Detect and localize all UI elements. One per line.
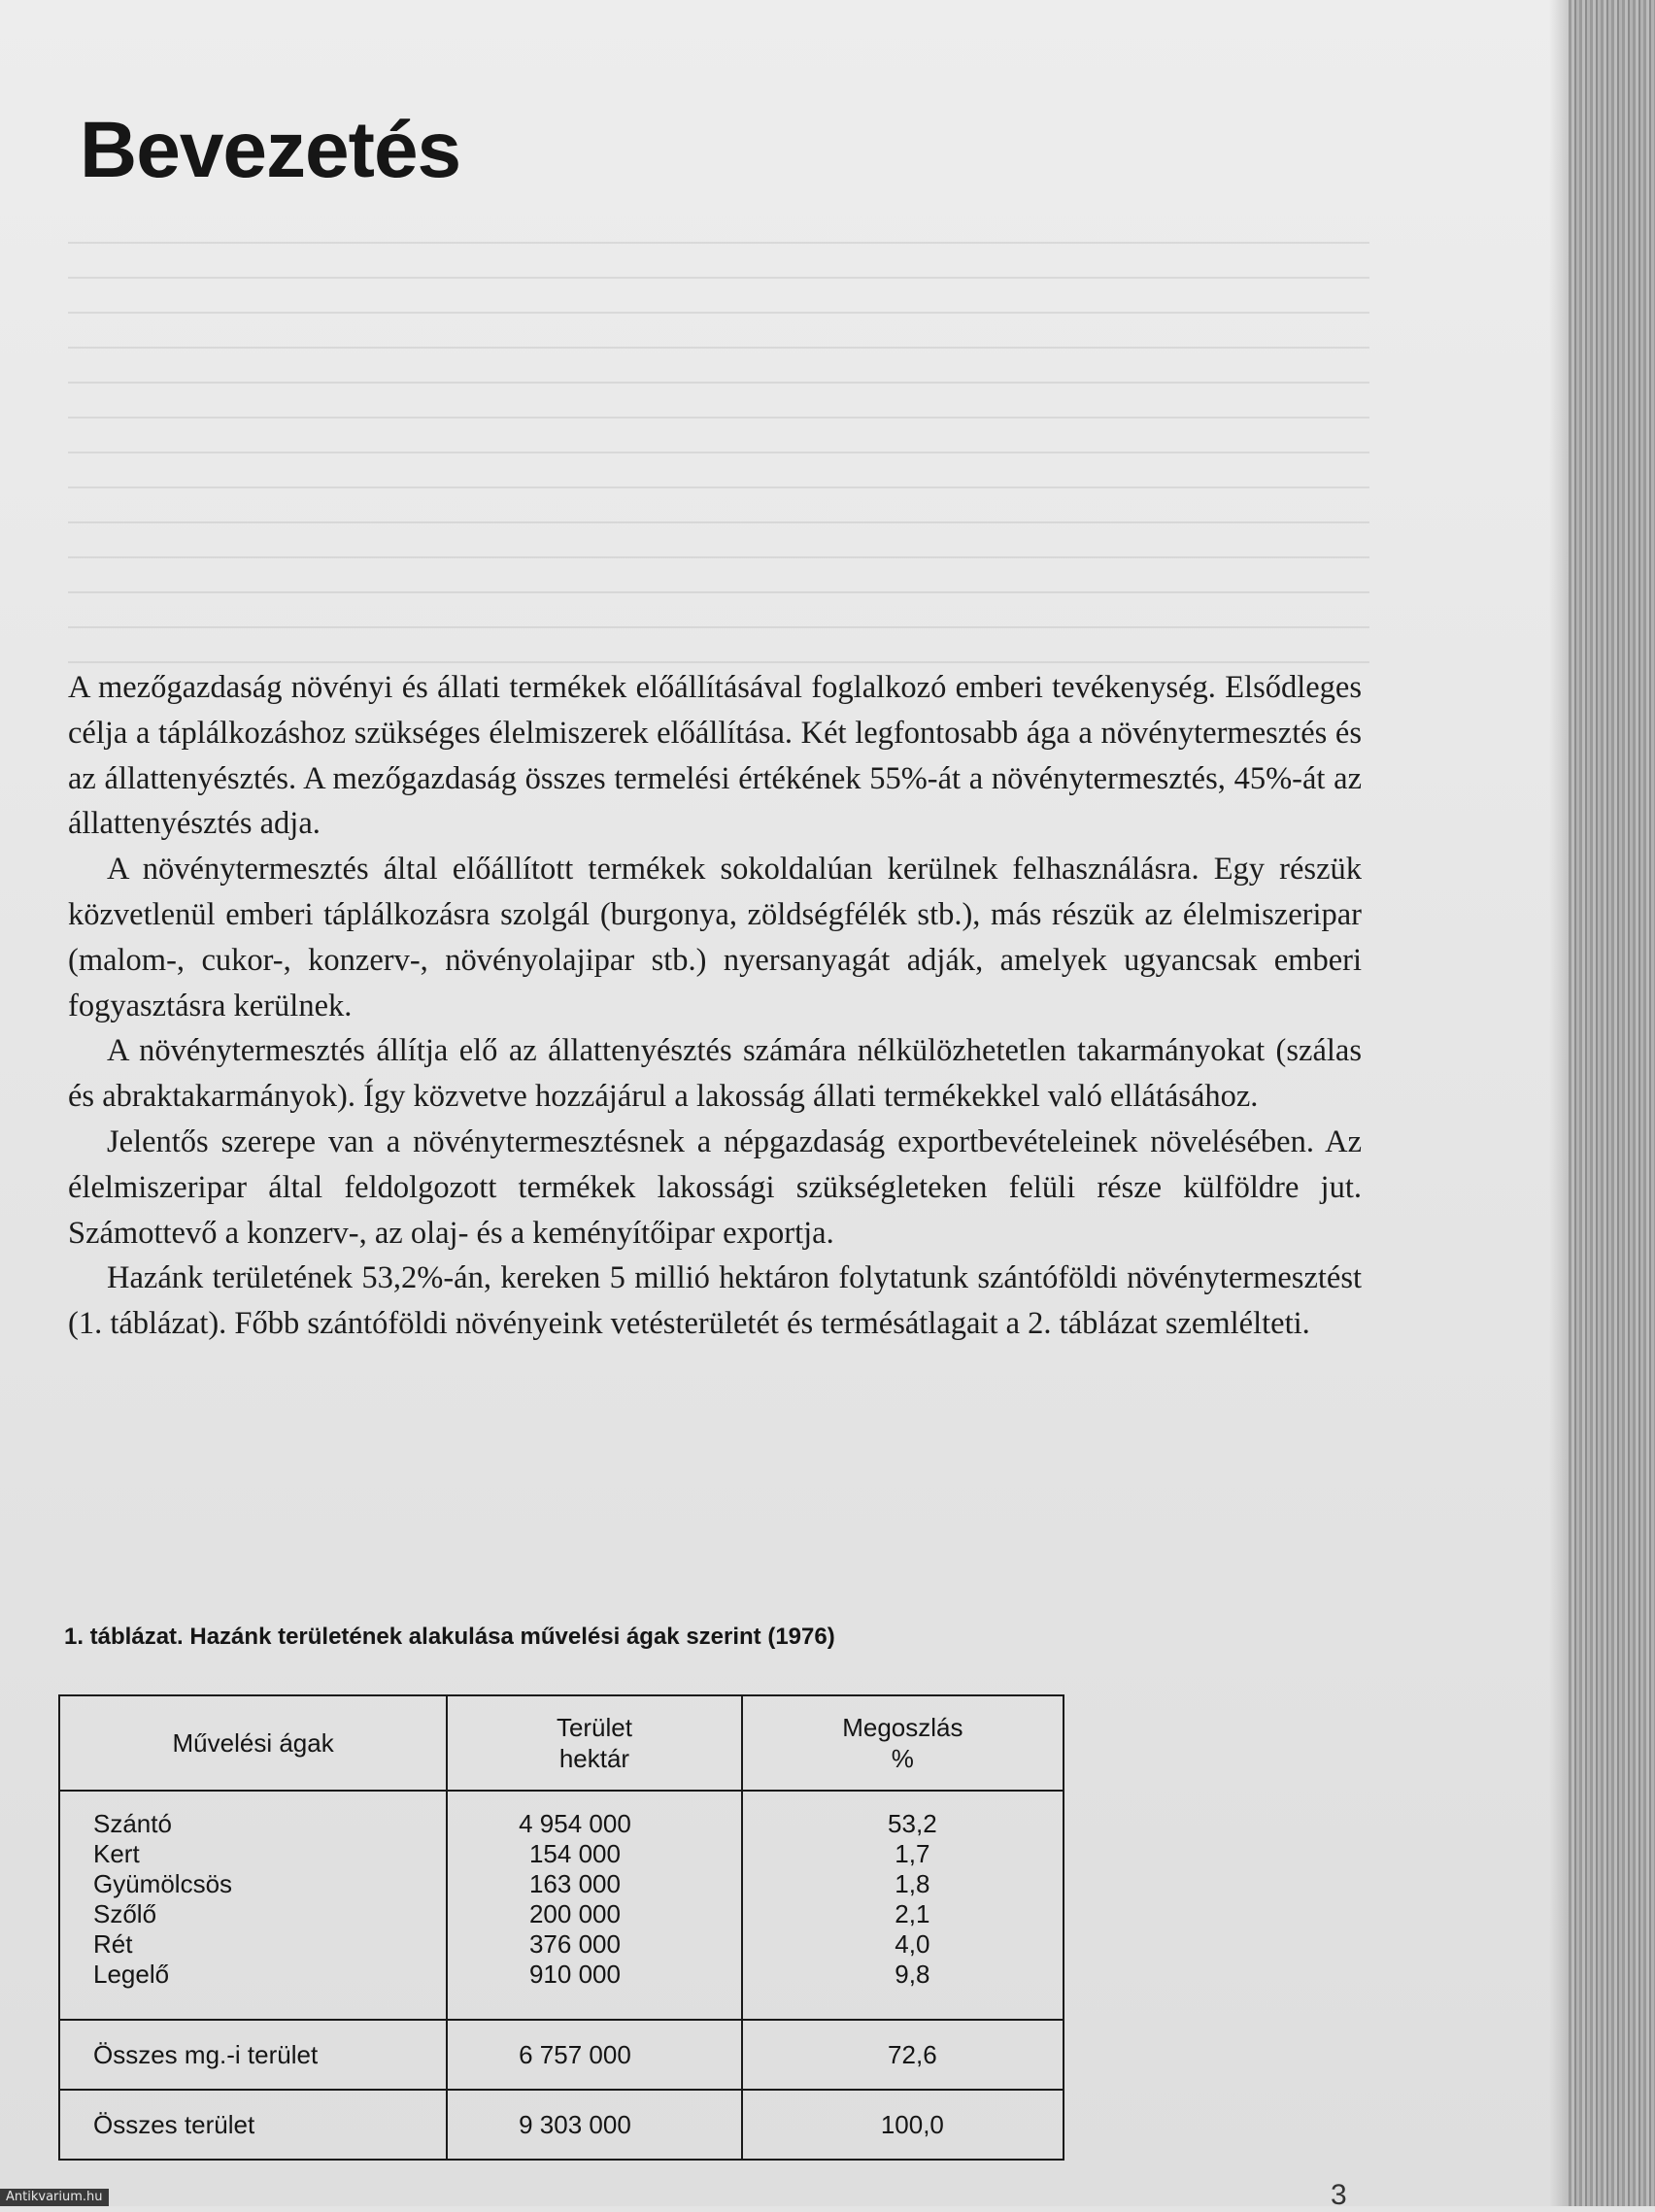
cell-name: Szántó xyxy=(93,1809,172,1838)
page-stack-edge xyxy=(1569,0,1655,2206)
paragraph: Hazánk területének 53,2%-án, kereken 5 millió hektáron folytatunk szántóföldi növénytermesztést (1. táblázat). Főbb szántóföldi növényeink vetésterületét és termésátlagait a 2. táblázat szemlélteti. xyxy=(68,1260,1362,1342)
show-through-background xyxy=(68,209,1369,665)
table-header-row xyxy=(59,1695,1064,1791)
paragraph: A növénytermesztés állítja elő az állattenyésztés számára nélkülözhetetlen takarmányokat (szálas és abraktakarmányok). Így közvetve hozzájárul a lakosság állati termékekkel való ellátásához. xyxy=(68,1033,1362,1115)
table-caption: 1. táblázat. Hazánk területének alakulása művelési ágak szerint (1976) xyxy=(64,1624,835,1650)
header-share-label: Megoszlás xyxy=(842,1713,963,1742)
header-area xyxy=(447,1695,741,1791)
paragraph: A növénytermesztés által előállított termékek sokoldalúan kerülnek felhasználásra. Egy részük közvetlenül emberi táplálkozásra szolgál (burgonya, zöldségfélék stb.), más részük az élelmiszeripar (malom-, cukor-, konzerv-, növényolajipar stb.) nyersanyagát adják, amelyek ugyancsak emberi fogyasztásra kerülnek. xyxy=(68,852,1362,1023)
cell-name: Összes mg.-i terület xyxy=(59,2020,447,2090)
cell-share: 1,8 xyxy=(895,1869,930,1898)
share-values-cell xyxy=(742,1791,1064,2020)
cell-share: 72,6 xyxy=(742,2020,1064,2090)
cell-name: Rét xyxy=(93,1929,133,1959)
page-number: 3 xyxy=(1331,2179,1347,2211)
header-area-unit: hektár xyxy=(558,1744,630,1773)
cell-area: 163 000 xyxy=(528,1869,621,1898)
cell-name: Szőlő xyxy=(93,1899,157,1928)
header-share xyxy=(742,1695,1064,1791)
cell-area: 376 000 xyxy=(528,1929,621,1959)
cell-area: 4 954 000 xyxy=(519,1809,631,1838)
table-row xyxy=(59,1791,1064,2020)
cell-area: 9 303 000 xyxy=(447,2090,741,2160)
cell-area: 154 000 xyxy=(528,1839,621,1868)
cell-share: 2,1 xyxy=(895,1899,930,1928)
header-share-unit: % xyxy=(891,1744,914,1773)
body-text xyxy=(68,665,1362,1347)
area-values-cell xyxy=(447,1791,741,2020)
paragraph: A mezőgazdaság növényi és állati termékek előállításával foglalkozó emberi tevékenység. Elsődleges célja a táplálkozáshoz szükséges élelmiszerek előállítása. Két legfontosabb ága a növénytermesztés és az állattenyésztés. A mezőgazdaság összes termelési értékének 55%-át a növénytermesztés, 45%-át az állattenyésztés adja. xyxy=(68,670,1362,842)
cell-name: Gyümölcsös xyxy=(93,1869,233,1898)
paragraph: Jelentős szerepe van a növénytermesztésnek a népgazdaság exportbevételeinek növelésében. Az élelmiszeripar által feldolgozott termékek lakossági szükségleteken felüli része külföldre jut. Számottevő a konzerv-, az olaj- és a keményítőipar exportja. xyxy=(68,1123,1362,1251)
cell-area: 200 000 xyxy=(528,1899,621,1928)
cell-share: 53,2 xyxy=(888,1809,937,1838)
cell-share: 100,0 xyxy=(742,2090,1064,2160)
table-row-total-agri xyxy=(59,2020,1064,2090)
header-area-label: Terület xyxy=(556,1713,632,1742)
cell-name: Összes terület xyxy=(59,2090,447,2160)
cell-name: Legelő xyxy=(93,1960,170,1989)
cultivation-names-cell xyxy=(59,1791,447,2020)
header-cultivation: Művelési ágak xyxy=(59,1695,447,1791)
cell-area: 910 000 xyxy=(528,1960,621,1989)
cell-share: 1,7 xyxy=(895,1839,930,1868)
cell-share: 9,8 xyxy=(895,1960,930,1989)
cell-area: 6 757 000 xyxy=(447,2020,741,2090)
land-use-table xyxy=(58,1694,1064,2161)
cell-name: Kert xyxy=(93,1839,140,1868)
table-row-total xyxy=(59,2090,1064,2160)
cell-share: 4,0 xyxy=(895,1929,930,1959)
watermark-label: Antikvarium.hu xyxy=(0,2189,109,2206)
page-title: Bevezetés xyxy=(80,106,461,194)
